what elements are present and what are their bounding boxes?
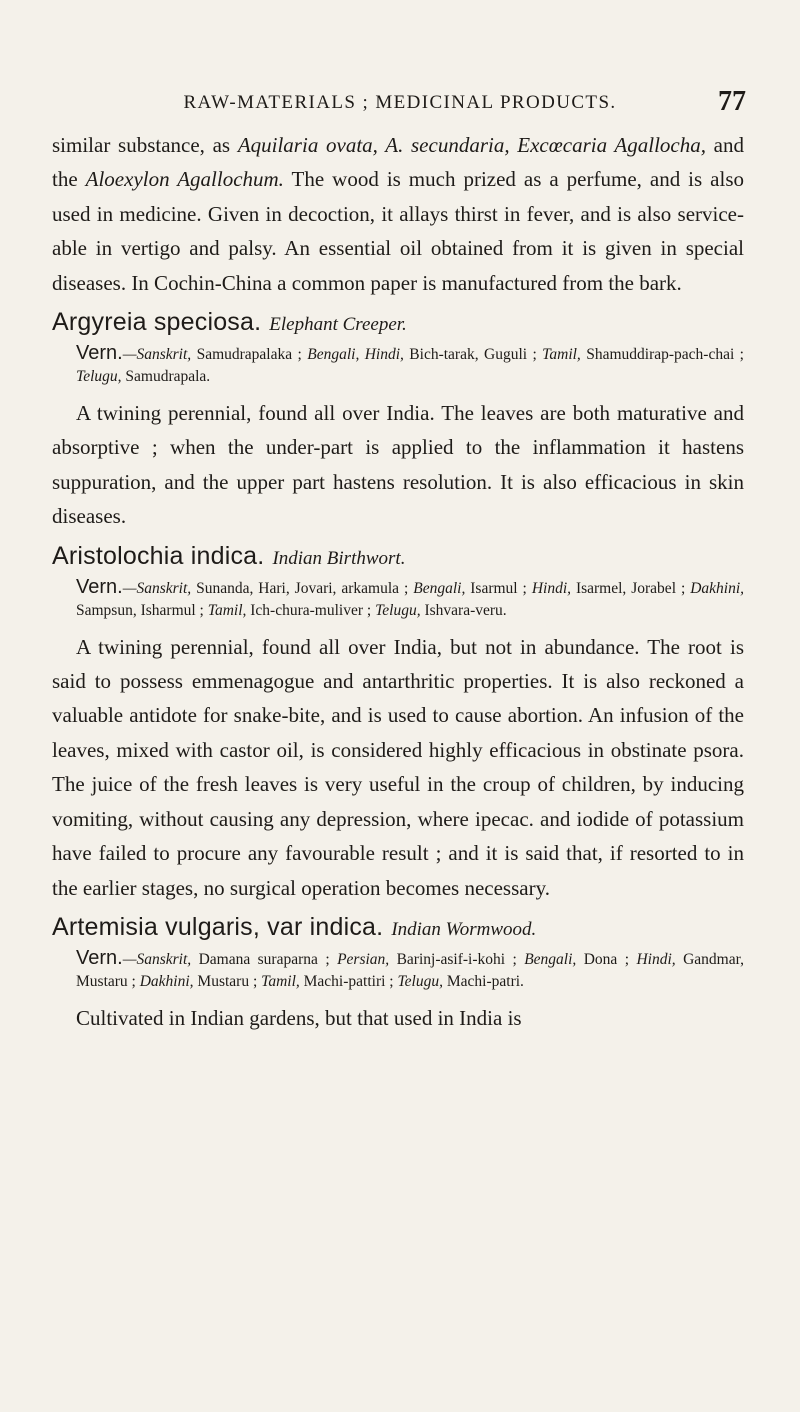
vern-language: Dakhini, (690, 579, 744, 597)
vern-language: Dakhini, (139, 972, 194, 990)
vern-language: Tamil, (207, 601, 247, 619)
vern-names: Ich-chura-muliver ; (246, 601, 376, 619)
vern-names: Samudrapala. (121, 368, 211, 386)
common-name: Indian Birthwort. (272, 547, 406, 569)
vern-names: Sunanda, Hari, Jovari, arkamula ; (191, 579, 414, 597)
vern-names: Sampsun, Isharmul ; (76, 601, 208, 619)
vern-language: Tamil, (542, 346, 581, 364)
intro-species-1: Aquilaria ovata, A. secundaria, Excœcaria Agallocha, (237, 133, 706, 157)
species-name: Aristolochia indica. (52, 541, 265, 570)
page-number: 77 (718, 86, 746, 117)
running-head: RAW-MATERIALS ; MEDICINAL PRODUCTS. (183, 92, 617, 113)
vern-language: Tamil, (261, 972, 300, 990)
vern-label: Vern. (76, 946, 123, 969)
vern-names: Ishvara-veru. (420, 601, 507, 619)
entry-argyreia (52, 305, 744, 534)
vern-names: Shamuddirap-pach-chai ; (580, 346, 744, 364)
vern-language: —Sanskrit, (122, 579, 192, 597)
intro-text-1: similar substance, as (52, 133, 238, 157)
vern-names: Barinj-asif-i-kohi ; (389, 950, 525, 968)
intro-text-2: and the (52, 133, 745, 192)
entry-description: A twining perennial, found all over India. The leaves are both maturative and absorptive ; when the under-part is applied to the inflammation it hastens suppuration, and the upper part hastens resolution. It is also efficacious in skin diseases. (52, 401, 744, 529)
vern-language: Bengali, (524, 950, 577, 968)
intro-species-2: Aloexylon Agallochum. (85, 167, 284, 192)
vern-language: Hindi, (636, 950, 676, 968)
entry-heading (52, 305, 744, 342)
species-name: Argyreia speciosa. (52, 308, 262, 337)
vern-names: Isarmel, Jorabel ; (571, 579, 691, 597)
vern-names: Bich-tarak, Guguli ; (403, 346, 543, 364)
vern-language: Hindi, (531, 579, 571, 597)
vern-language: —Sanskrit, (122, 346, 192, 364)
intro-paragraph (52, 128, 744, 300)
vern-names: Gandmar, Mustaru ; (76, 950, 744, 990)
entry-heading (52, 910, 744, 947)
vern-names: Machi-pattiri ; (299, 972, 398, 990)
vern-label: Vern. (76, 342, 123, 365)
entry-heading (52, 539, 744, 576)
entry-aristolochia (52, 539, 744, 905)
entry-artemisia (52, 910, 744, 1035)
vern-label: Vern. (76, 575, 123, 598)
vern-language: Telugu, (397, 972, 443, 990)
vern-names: Machi-patri. (443, 972, 524, 990)
common-name: Elephant Creeper. (269, 314, 407, 336)
vernacular-names (52, 947, 744, 993)
intro-text-3: The wood is much prized as a perfume, and is also used in medicine. Given in decoction, it allays thirst in fever, and is also serviceable in vertigo and palsy. An essential oil obtained from it is given in special diseases. In Cochin-China a common paper is manufactured from the bark. (52, 167, 744, 295)
vern-names: Mustaru ; (193, 972, 262, 990)
entry-description: Cultivated in Indian gardens, but that used in India is (76, 1005, 522, 1030)
vernacular-names (52, 576, 744, 622)
vern-language: Bengali, (413, 579, 466, 597)
vern-names: Isarmul ; (465, 579, 532, 597)
vern-language: Persian, (337, 950, 390, 968)
vern-names: Samudrapalaka ; (191, 346, 308, 364)
vern-language: Telugu, (375, 601, 421, 619)
vern-language: Bengali, Hindi, (307, 346, 404, 364)
entry-description: A twining perennial, found all over India, but not in abundance. The root is said to possess emmenagogue and antarthritic properties. It is also reckoned a valuable antidote for snake-bite, and is used to cause abortion. An infusion of the leaves, mixed with castor oil, is considered highly efficacious in obstinate psora. The juice of the fresh leaves is very useful in the croup of children, by inducing vomiting, without causing any depression, where ipecac. and iodide of potassium have failed to procure any favourable result ; and it is said that, if resorted to in the earlier stages, no surgical operation becomes necessary. (52, 634, 744, 900)
vern-language: Telugu, (76, 368, 122, 386)
vern-names: Damana suraparna ; (191, 950, 338, 968)
page-content (52, 128, 744, 1035)
species-name: Artemisia vulgaris, var indica. (52, 912, 384, 941)
vern-names: Dona ; (576, 950, 637, 968)
vernacular-names (52, 342, 744, 388)
vern-language: —Sanskrit, (122, 950, 192, 968)
page-header (52, 86, 748, 126)
common-name: Indian Wormwood. (391, 918, 537, 940)
